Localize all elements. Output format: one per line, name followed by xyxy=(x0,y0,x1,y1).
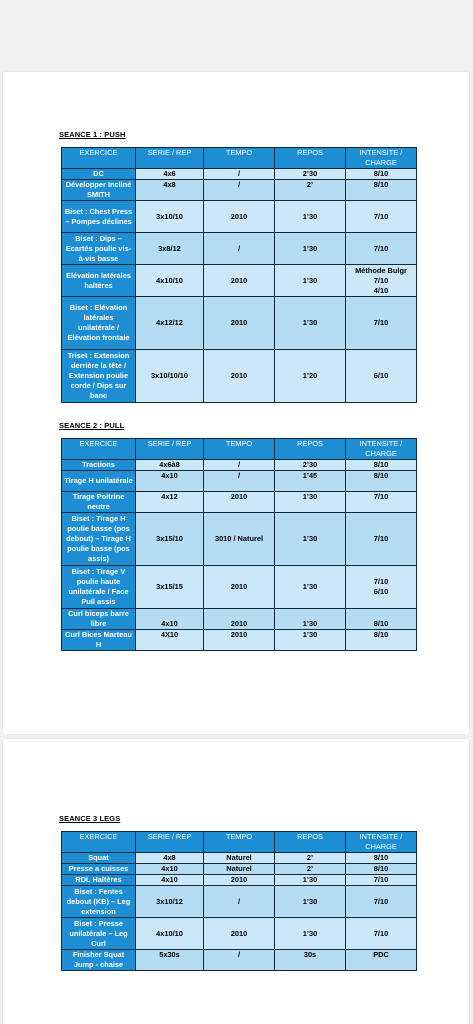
table-row xyxy=(62,233,417,265)
exercise-cell: Curl biceps barre libre xyxy=(62,609,136,630)
exercise-cell: Biset : Dips – Ecartés poulie vis-à-vis basse xyxy=(62,233,136,265)
tempo-cell: / xyxy=(204,180,275,201)
serie-cell: 4x8 xyxy=(136,180,204,201)
serie-cell: 4x8 xyxy=(136,853,204,864)
header-exercice: EXERCICE xyxy=(62,832,136,853)
table-row xyxy=(62,265,417,297)
header-exercice: EXERCICE xyxy=(62,148,136,169)
intensity-cell: 7/10 xyxy=(346,233,417,265)
intensity-cell: 7/10 xyxy=(346,886,417,918)
header-serie-rep: SERIE / REP xyxy=(136,439,204,460)
repos-cell: 1’30 xyxy=(275,918,346,950)
tempo-cell: 2010 xyxy=(204,492,275,513)
tempo-cell: 2010 xyxy=(204,875,275,886)
tempo-cell: / xyxy=(204,886,275,918)
table-row xyxy=(62,201,417,233)
exercise-cell: Développer Incliné SMITH xyxy=(62,180,136,201)
table-row xyxy=(62,918,417,950)
intensity-cell: PDC xyxy=(346,950,417,971)
table-row xyxy=(62,297,417,350)
exercise-cell: Triset : Extension derrière la tête / Extension poulie corde / Dips sur banc xyxy=(62,350,136,403)
tempo-cell: 2010 xyxy=(204,350,275,403)
document-page-2 xyxy=(3,739,469,1024)
tempo-cell: / xyxy=(204,471,275,492)
repos-cell: 1’30 xyxy=(275,233,346,265)
serie-cell: 4x10 xyxy=(136,864,204,875)
repos-cell: 1’30 xyxy=(275,513,346,566)
serie-cell: 3x10/12 xyxy=(136,886,204,918)
repos-cell: 1’30 xyxy=(275,566,346,609)
tempo-cell: 3010 / Naturel xyxy=(204,513,275,566)
intensity-cell: 8/10 xyxy=(346,169,417,180)
header-tempo: TEMPO xyxy=(204,439,275,460)
serie-cell: 4x10 xyxy=(136,609,204,630)
serie-cell: 4x12 xyxy=(136,492,204,513)
serie-cell: 4x12/12 xyxy=(136,297,204,350)
header-serie-rep: SERIE / REP xyxy=(136,832,204,853)
table-row xyxy=(62,350,417,403)
serie-cell: 4x6à8 xyxy=(136,460,204,471)
serie-cell: 4x10 xyxy=(136,875,204,886)
exercise-cell: Tirage Poitrine neutre xyxy=(62,492,136,513)
session-title: SEANCE 1 : PUSH xyxy=(59,130,126,139)
intensity-cell: Méthode Bulgr 7/10 4/10 xyxy=(346,265,417,297)
header-intensite: INTENSITE / CHARGE xyxy=(346,439,417,460)
repos-cell: 1’30 xyxy=(275,609,346,630)
repos-cell: 1’45 xyxy=(275,471,346,492)
serie-cell: 3x15/15 xyxy=(136,566,204,609)
intensity-cell: 7/10 xyxy=(346,492,417,513)
workout-table-push xyxy=(61,147,417,403)
exercise-cell: Biset : Tirage H poulie basse (pos debout) – Tirage H poulie basse (pos assis) xyxy=(62,513,136,566)
intensity-cell: 7/10 xyxy=(346,513,417,566)
intensity-cell: 7/10 xyxy=(346,918,417,950)
tempo-cell: Naturel xyxy=(204,853,275,864)
tempo-cell: 2010 xyxy=(204,609,275,630)
intensity-cell: 7/10 xyxy=(346,201,417,233)
exercise-cell: Biset : Chest Press – Pompes déclines xyxy=(62,201,136,233)
intensity-cell: 7/10 xyxy=(346,875,417,886)
table-row xyxy=(62,492,417,513)
repos-cell: 2’ xyxy=(275,853,346,864)
exercise-cell: RDL Haltères xyxy=(62,875,136,886)
tempo-cell: / xyxy=(204,233,275,265)
repos-cell: 2’30 xyxy=(275,169,346,180)
table-row xyxy=(62,180,417,201)
exercise-cell: Biset : Tirage V poulie haute unilatérale / Face Pull assis xyxy=(62,566,136,609)
serie-cell: 4x6 xyxy=(136,169,204,180)
header-tempo: TEMPO xyxy=(204,148,275,169)
header-intensite: INTENSITE / CHARGE xyxy=(346,832,417,853)
table-row xyxy=(62,950,417,971)
exercise-cell: DC xyxy=(62,169,136,180)
tempo-cell: 2010 xyxy=(204,265,275,297)
exercise-cell: Biset : Presse unilatérale – Leg Curl xyxy=(62,918,136,950)
session-title: SEANCE 3 LEGS xyxy=(59,814,121,823)
exercise-cell: Finisher Squat Jump - chaise xyxy=(62,950,136,971)
table-row xyxy=(62,609,417,630)
session-title: SEANCE 2 : PULL xyxy=(59,421,125,430)
serie-cell: 3x8/12 xyxy=(136,233,204,265)
serie-cell: 3x15/10 xyxy=(136,513,204,566)
intensity-cell: 8/10 xyxy=(346,864,417,875)
intensity-cell: 8/10 xyxy=(346,460,417,471)
intensity-cell: 8/10 xyxy=(346,609,417,630)
serie-cell: 4x10 xyxy=(136,471,204,492)
exercise-cell: Biset : Elévation latérales unilatérale / Elévation frontale xyxy=(62,297,136,350)
intensity-cell: 8/10 xyxy=(346,630,417,651)
intensity-cell: 7/10 6/10 xyxy=(346,566,417,609)
repos-cell: 1’30 xyxy=(275,201,346,233)
serie-cell: 4x10/10 xyxy=(136,265,204,297)
repos-cell: 1’30 xyxy=(275,886,346,918)
workout-table-pull xyxy=(61,438,417,651)
table-row xyxy=(62,566,417,609)
repos-cell: 1’30 xyxy=(275,265,346,297)
intensity-cell: 6/10 xyxy=(346,350,417,403)
header-repos: REPOS xyxy=(275,439,346,460)
intensity-cell: 8/10 xyxy=(346,180,417,201)
tempo-cell: 2010 xyxy=(204,297,275,350)
workout-table-legs xyxy=(61,831,417,971)
repos-cell: 30s xyxy=(275,950,346,971)
intensity-cell: 8/10 xyxy=(346,471,417,492)
serie-cell: 4x10/10 xyxy=(136,918,204,950)
tempo-cell: 2010 xyxy=(204,630,275,651)
tempo-cell: 2010 xyxy=(204,201,275,233)
repos-cell: 1’20 xyxy=(275,350,346,403)
serie-cell: 5x30s xyxy=(136,950,204,971)
serie-cell: 3x10/10/10 xyxy=(136,350,204,403)
document-page-1 xyxy=(3,72,469,734)
tempo-cell: 2010 xyxy=(204,566,275,609)
table-row xyxy=(62,471,417,492)
exercise-cell: Biset : Fentes debout (KB) – Leg extension xyxy=(62,886,136,918)
repos-cell: 1’30 xyxy=(275,492,346,513)
repos-cell: 2’30 xyxy=(275,460,346,471)
header-exercice: EXERCICE xyxy=(62,439,136,460)
tempo-cell: / xyxy=(204,950,275,971)
table-row xyxy=(62,630,417,651)
table-row xyxy=(62,169,417,180)
tempo-cell: / xyxy=(204,169,275,180)
header-repos: REPOS xyxy=(275,832,346,853)
serie-cell: 3x10/10 xyxy=(136,201,204,233)
repos-cell: 1’30 xyxy=(275,297,346,350)
repos-cell: 1’30 xyxy=(275,875,346,886)
repos-cell: 1’30 xyxy=(275,630,346,651)
header-intensite: INTENSITE / CHARGE xyxy=(346,148,417,169)
header-tempo: TEMPO xyxy=(204,832,275,853)
table-row xyxy=(62,864,417,875)
header-serie-rep: SERIE / REP xyxy=(136,148,204,169)
table-row xyxy=(62,853,417,864)
tempo-cell: Naturel xyxy=(204,864,275,875)
exercise-cell: Squat xyxy=(62,853,136,864)
intensity-cell: 8/10 xyxy=(346,853,417,864)
header-repos: REPOS xyxy=(275,148,346,169)
tempo-cell: 2010 xyxy=(204,918,275,950)
exercise-cell: Curl Bices Marteau H xyxy=(62,630,136,651)
exercise-cell: Elévation latérales haltères xyxy=(62,265,136,297)
exercise-cell: Tirage H unilatérale xyxy=(62,471,136,492)
intensity-cell: 7/10 xyxy=(346,297,417,350)
table-row xyxy=(62,513,417,566)
exercise-cell: Tractions xyxy=(62,460,136,471)
table-row xyxy=(62,460,417,471)
table-row xyxy=(62,886,417,918)
tempo-cell: / xyxy=(204,460,275,471)
table-row xyxy=(62,875,417,886)
repos-cell: 2’ xyxy=(275,864,346,875)
repos-cell: 2’ xyxy=(275,180,346,201)
serie-cell: 4X10 xyxy=(136,630,204,651)
exercise-cell: Presse a cuisses xyxy=(62,864,136,875)
